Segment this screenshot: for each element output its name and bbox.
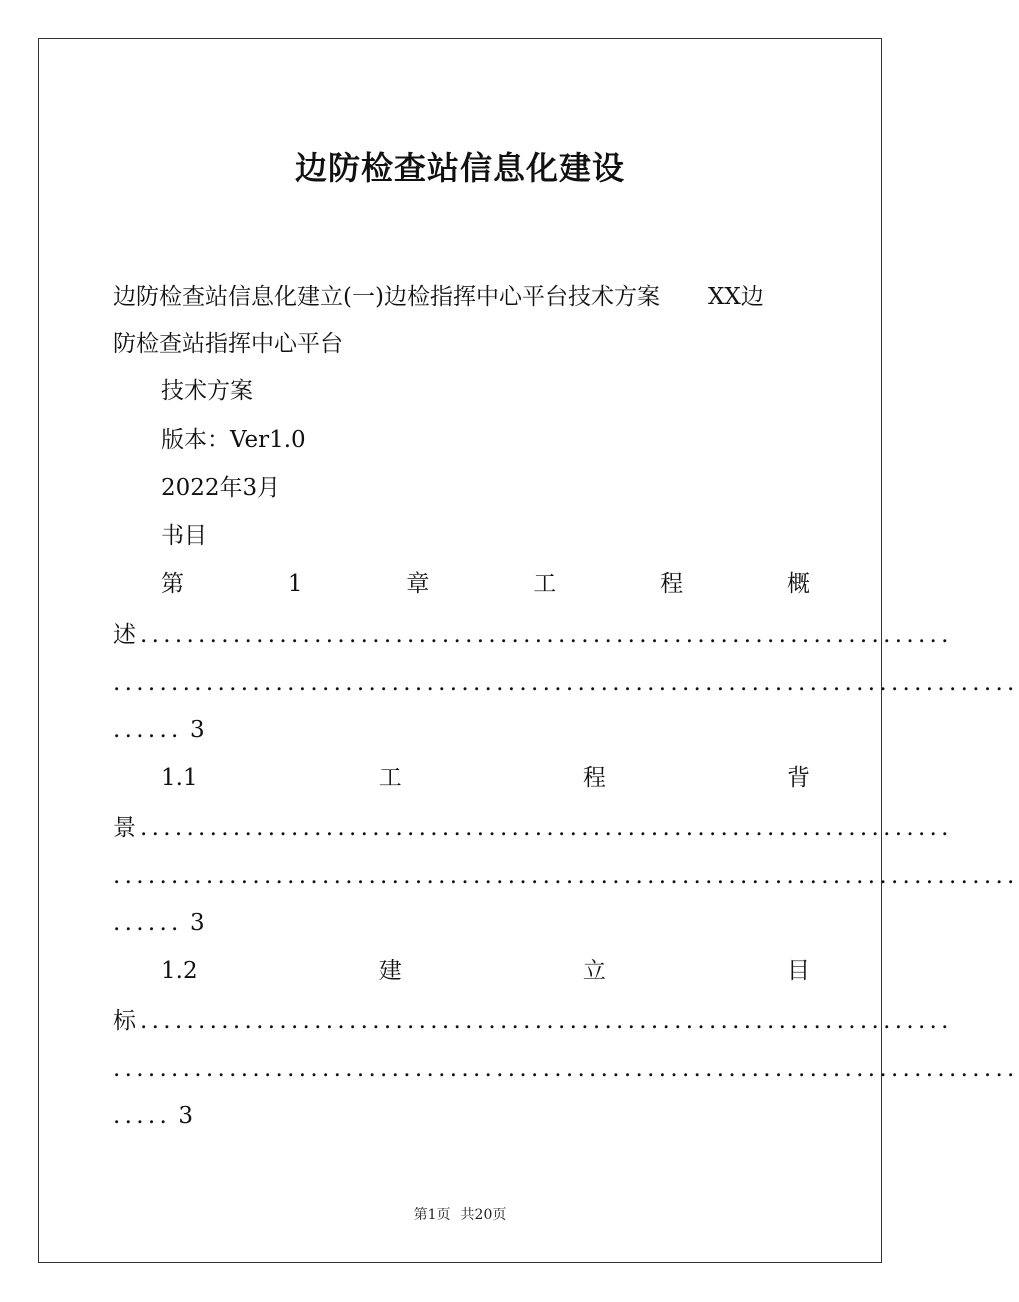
toc-dots: .............................................................................. bbox=[113, 1056, 1019, 1082]
footer-page-number: 第1页 bbox=[413, 1207, 451, 1223]
date-label: 2022年3月 bbox=[161, 475, 281, 501]
page-footer bbox=[0, 1205, 920, 1225]
toc-word: 目 bbox=[787, 958, 810, 984]
subtitle: 技术方案 bbox=[161, 378, 253, 404]
version-label: 版本：Ver1.0 bbox=[161, 427, 306, 453]
toc-tail-char: 述 bbox=[113, 622, 136, 648]
toc-word: 程 bbox=[582, 765, 606, 791]
toc-word: 1.1 bbox=[161, 765, 198, 791]
toc-entry-2-heading[interactable] bbox=[161, 763, 810, 793]
toc-word: 1.2 bbox=[161, 958, 198, 984]
toc-page-number: 3 bbox=[189, 717, 205, 743]
toc-entry-1-heading[interactable] bbox=[161, 569, 810, 599]
toc-dots: ...................................................................... bbox=[140, 1008, 953, 1034]
toc-dots: ...... bbox=[113, 717, 183, 743]
toc-entry-1-page bbox=[113, 715, 205, 745]
toc-dots: ...................................................................... bbox=[140, 815, 953, 841]
toc-word: 立 bbox=[582, 958, 606, 984]
toc-tail-char: 景 bbox=[113, 815, 136, 841]
toc-tail-char: 标 bbox=[113, 1008, 136, 1034]
toc-entry-3-page bbox=[113, 1101, 193, 1131]
toc-heading: 书目 bbox=[161, 523, 207, 549]
toc-dots: .............................................................................. bbox=[113, 863, 1019, 889]
toc-entry-3-heading[interactable] bbox=[161, 956, 810, 986]
toc-entry-1-leader-2 bbox=[113, 668, 1019, 698]
intro-text-tail: XX边 bbox=[707, 284, 764, 310]
toc-entry-2-page bbox=[113, 908, 205, 938]
toc-word: 概 bbox=[786, 571, 810, 597]
intro-text: 边防检查站信息化建立(一)边检指挥中心平台技术方案 bbox=[113, 284, 660, 310]
intro-line-1 bbox=[113, 282, 810, 312]
toc-entry-3-leader-1 bbox=[113, 1006, 953, 1036]
toc-page-number: 3 bbox=[189, 910, 205, 936]
toc-word: 工 bbox=[378, 765, 402, 791]
toc-word: 工 bbox=[533, 571, 557, 597]
footer-total-pages: 共20页 bbox=[460, 1207, 507, 1223]
toc-dots: ...................................................................... bbox=[140, 622, 953, 648]
toc-word: 建 bbox=[378, 958, 402, 984]
intro-line-2: 防检查站指挥中心平台 bbox=[113, 331, 343, 357]
toc-entry-2-leader-1 bbox=[113, 813, 953, 843]
toc-entry-3-leader-2 bbox=[113, 1054, 1019, 1084]
toc-dots: .............................................................................. bbox=[113, 670, 1019, 696]
document-title: 边防检查站信息化建设 bbox=[294, 149, 625, 187]
toc-word: 1 bbox=[287, 571, 303, 597]
toc-page-number: 3 bbox=[178, 1103, 194, 1129]
toc-entry-1-leader-1 bbox=[113, 620, 953, 650]
toc-dots: ...... bbox=[113, 910, 183, 936]
toc-word: 第 bbox=[161, 571, 184, 597]
toc-dots: ..... bbox=[113, 1103, 172, 1129]
toc-word: 背 bbox=[787, 765, 810, 791]
toc-word: 章 bbox=[406, 571, 430, 597]
toc-entry-2-leader-2 bbox=[113, 861, 1019, 891]
toc-word: 程 bbox=[660, 571, 684, 597]
